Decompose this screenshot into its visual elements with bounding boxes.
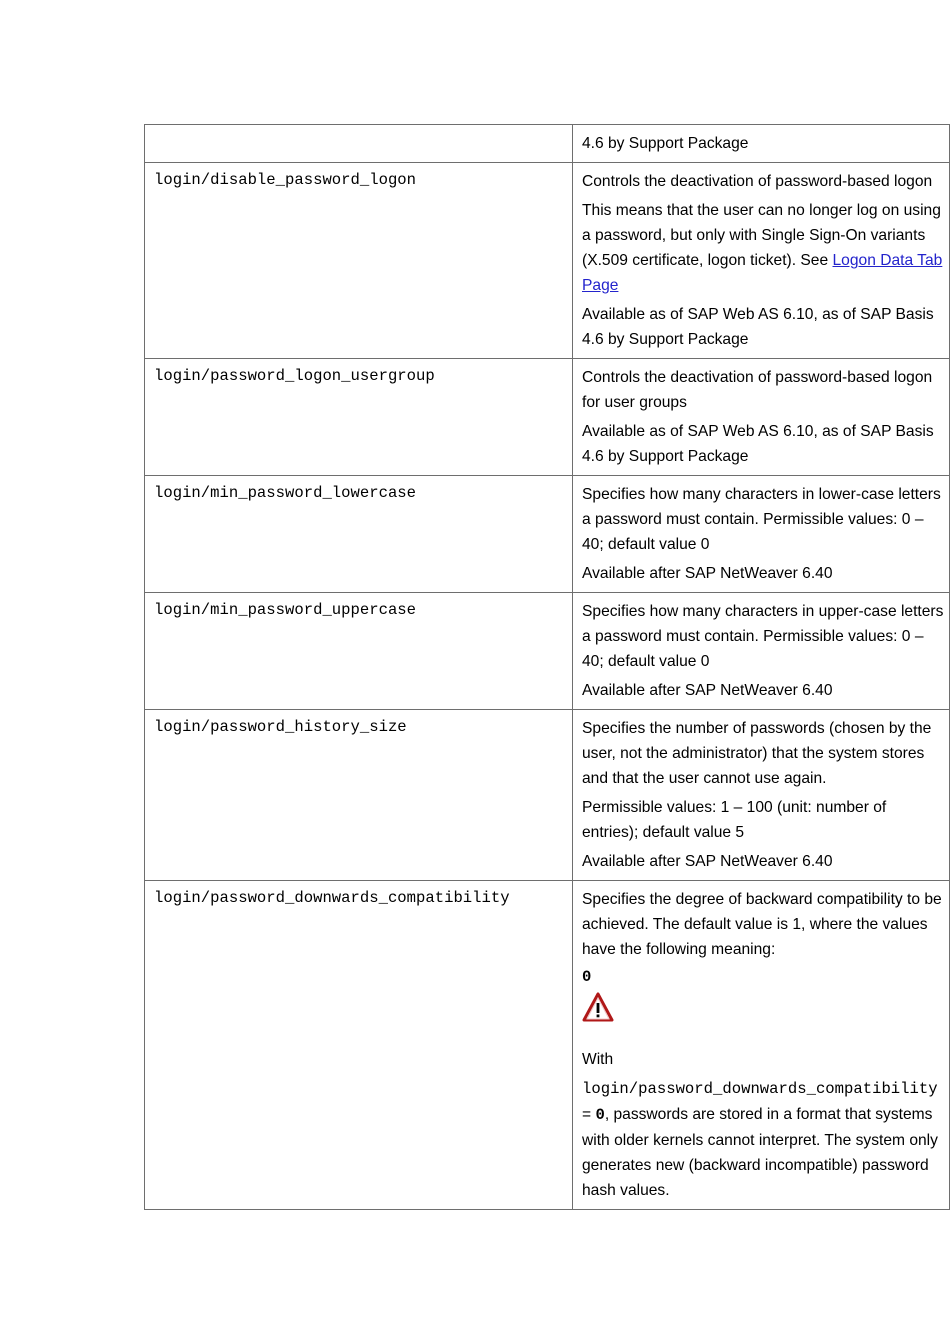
param-name-cell (145, 710, 573, 881)
param-name-cell (145, 476, 573, 593)
param-desc-text: Controls the deactivation of password-based logon (582, 173, 933, 190)
param-desc-text (582, 198, 945, 298)
eq-value: 0 (595, 1106, 605, 1124)
param-desc-text: Specifies the number of passwords (chosen by the user, not the administrator) that the system stores and that the user cannot use again. (582, 720, 932, 787)
eq-suffix: , passwords are stored in a format that systems with older kernels cannot interpret. The system only generates new (backward incompatible) password hash values. (582, 1106, 938, 1199)
param-desc-text: Controls the deactivation of password-based logon for user groups (582, 369, 933, 411)
param-desc-text: Specifies how many characters in upper-case letters a password must contain. Permissible values: 0 – 40; default value 0 (582, 603, 944, 670)
warning-triangle-icon (582, 992, 614, 1022)
param-name: login/password_downwards_compatibility (154, 889, 510, 907)
param-desc-text: Specifies how many characters in lower-case letters a password must contain. Permissible values: 0 – 40; default value 0 (582, 486, 941, 553)
table-row (145, 593, 950, 710)
param-name-cell (145, 125, 573, 163)
param-desc-cell (573, 710, 950, 881)
logon-data-tab-page-link[interactable]: Logon Data Tab Page (582, 252, 943, 294)
param-desc-text (582, 1076, 945, 1203)
param-name: login/disable_password_logon (154, 171, 417, 189)
param-desc-text: Available after SAP NetWeaver 6.40 (582, 682, 833, 699)
param-desc-text: Available after SAP NetWeaver 6.40 (582, 853, 833, 870)
parameter-table (144, 124, 950, 1210)
param-desc-cell (573, 125, 950, 163)
value-zero-label: 0 (582, 968, 592, 986)
table-row (145, 359, 950, 476)
param-desc-text: Available as of SAP Web AS 6.10, as of SAP Basis 4.6 by Support Package (582, 423, 934, 465)
param-name: login/password_logon_usergroup (154, 367, 435, 385)
param-name-cell (145, 593, 573, 710)
table-row (145, 125, 950, 163)
table-row (145, 881, 950, 1210)
param-name: login/min_password_lowercase (154, 484, 417, 502)
table-row (145, 476, 950, 593)
eq-prefix: = (582, 1106, 596, 1123)
param-desc-text: 4.6 by Support Package (582, 135, 749, 152)
param-name: login/min_password_uppercase (154, 601, 417, 619)
param-desc-text: With (582, 1051, 614, 1068)
param-desc-cell (573, 476, 950, 593)
param-desc-text: Permissible values: 1 – 100 (unit: number of entries); default value 5 (582, 799, 887, 841)
param-desc-cell (573, 593, 950, 710)
param-desc-text: Available after SAP NetWeaver 6.40 (582, 565, 833, 582)
param-name: login/password_history_size (154, 718, 407, 736)
table-row (145, 710, 950, 881)
param-desc-text: Specifies the degree of backward compatibility to be achieved. The default value is 1, where the values have the following meaning: (582, 891, 942, 958)
param-desc-text-part: This means that the user can no longer log on using a password, but only with Single Sign-On variants (X.509 certificate, logon ticket). See (582, 202, 941, 269)
param-name-cell (145, 163, 573, 359)
param-desc-text: Available as of SAP Web AS 6.10, as of SAP Basis 4.6 by Support Package (582, 306, 934, 348)
param-desc-cell (573, 881, 950, 1210)
param-reference: login/password_downwards_compatibility (582, 1080, 938, 1098)
table-row (145, 163, 950, 359)
param-name-cell (145, 359, 573, 476)
param-desc-cell (573, 359, 950, 476)
param-name-cell (145, 881, 573, 1210)
param-desc-cell (573, 163, 950, 359)
